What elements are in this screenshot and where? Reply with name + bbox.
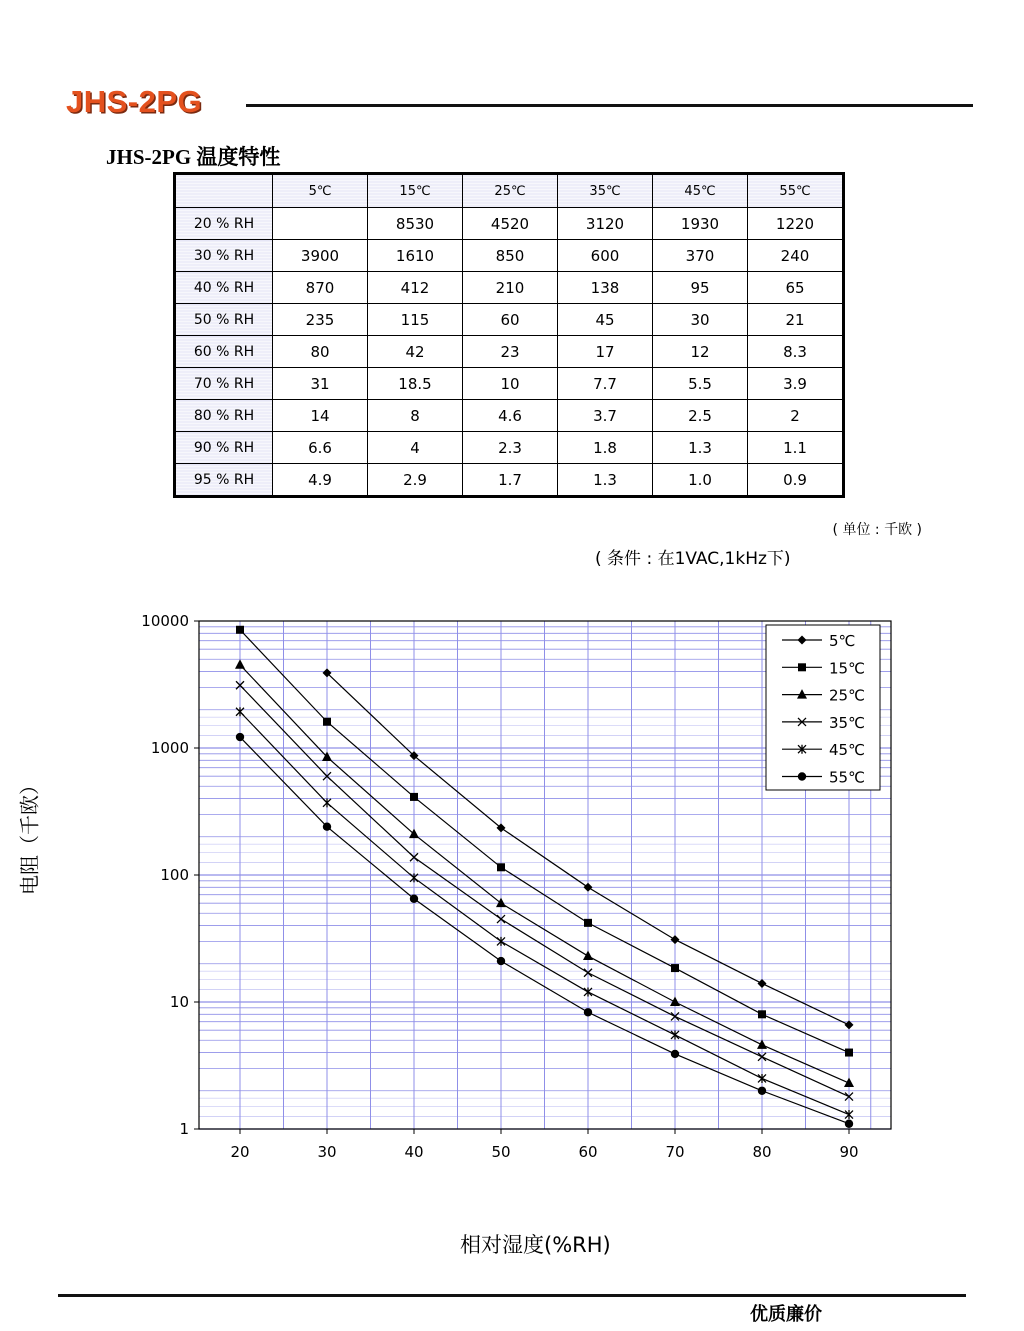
table-cell: 1.7: [463, 464, 558, 497]
table-cell: 45: [558, 304, 653, 336]
table-row: [175, 208, 844, 240]
x-tick-label: 80: [752, 1143, 772, 1161]
x-tick-label: 40: [404, 1143, 424, 1161]
data-point: [410, 895, 418, 903]
legend-label: 55℃: [829, 768, 865, 787]
table-cell: 30: [653, 304, 748, 336]
table-cell: 4520: [463, 208, 558, 240]
table-cell: 10: [463, 368, 558, 400]
data-point: [497, 863, 505, 871]
x-axis-label: 相对湿度(%RH): [460, 1233, 611, 1257]
column-header: 55℃: [748, 174, 844, 208]
y-axis-label-text: 电阻（千欧）: [17, 775, 42, 895]
table-cell: 235: [273, 304, 368, 336]
data-point: [323, 823, 331, 831]
data-point: [410, 793, 418, 801]
y-tick-label: 10000: [141, 612, 189, 630]
table-cell: 412: [368, 272, 463, 304]
table-cell: 4.6: [463, 400, 558, 432]
data-point: [671, 964, 679, 972]
column-header: 15℃: [368, 174, 463, 208]
table-cell: 31: [273, 368, 368, 400]
brand-logo: JHS-2PG: [66, 84, 203, 119]
table-row: [175, 336, 844, 368]
y-tick-label: 1000: [150, 739, 189, 757]
table-cell: 3.7: [558, 400, 653, 432]
table-cell: 2.3: [463, 432, 558, 464]
table-cell: 600: [558, 240, 653, 272]
condition-note: ( 条件 : 在1VAC,1kHz下): [595, 549, 791, 569]
column-header: 5℃: [273, 174, 368, 208]
unit-note: ( 单位 : 千欧 ): [832, 522, 922, 538]
table-cell: 12: [653, 336, 748, 368]
data-point: [845, 1049, 853, 1057]
y-tick-label: 10: [169, 993, 189, 1011]
resistance-table: [173, 172, 845, 498]
table-cell: 2.5: [653, 400, 748, 432]
table-cell: 1610: [368, 240, 463, 272]
table-cell: 0.9: [748, 464, 844, 497]
legend-marker: [798, 663, 806, 671]
table-header-row: [175, 174, 844, 208]
row-header: 80 % RH: [175, 400, 273, 432]
table-cell: 3.9: [748, 368, 844, 400]
table-cell: 8: [368, 400, 463, 432]
table-cell: 1930: [653, 208, 748, 240]
row-header: 60 % RH: [175, 336, 273, 368]
data-point: [236, 733, 244, 741]
legend-marker: [798, 772, 806, 780]
table-cell: 80: [273, 336, 368, 368]
table-cell: 2: [748, 400, 844, 432]
table-cell: 1.3: [558, 464, 653, 497]
data-point: [323, 718, 331, 726]
table-cell: 8530: [368, 208, 463, 240]
row-header: 50 % RH: [175, 304, 273, 336]
data-point: [758, 1087, 766, 1095]
header-rule: [246, 104, 973, 107]
data-point: [584, 1008, 592, 1016]
data-point: [671, 1050, 679, 1058]
table-cell: 1.8: [558, 432, 653, 464]
table-corner-cell: [175, 174, 273, 208]
column-header: 25℃: [463, 174, 558, 208]
legend-label: 25℃: [829, 686, 865, 705]
table-cell: 1.1: [748, 432, 844, 464]
table-row: [175, 272, 844, 304]
table-cell: 1.3: [653, 432, 748, 464]
table-row: [175, 304, 844, 336]
table-cell: 115: [368, 304, 463, 336]
table-cell: [273, 208, 368, 240]
row-header: 70 % RH: [175, 368, 273, 400]
table-cell: 23: [463, 336, 558, 368]
x-tick-label: 50: [491, 1143, 511, 1161]
y-tick-label: 100: [160, 866, 189, 884]
table-cell: 4.9: [273, 464, 368, 497]
table-cell: 240: [748, 240, 844, 272]
footer-rule: [58, 1294, 966, 1297]
data-point: [758, 1010, 766, 1018]
table-row: [175, 240, 844, 272]
row-header: 20 % RH: [175, 208, 273, 240]
table-cell: 21: [748, 304, 844, 336]
table-cell: 1220: [748, 208, 844, 240]
column-header: 35℃: [558, 174, 653, 208]
x-tick-label: 90: [839, 1143, 859, 1161]
table-cell: 4: [368, 432, 463, 464]
table-cell: 6.6: [273, 432, 368, 464]
table-cell: 60: [463, 304, 558, 336]
table-cell: 370: [653, 240, 748, 272]
table-row: [175, 464, 844, 497]
x-tick-label: 30: [317, 1143, 337, 1161]
x-tick-label: 20: [230, 1143, 250, 1161]
table-cell: 95: [653, 272, 748, 304]
table-cell: 65: [748, 272, 844, 304]
data-point: [584, 919, 592, 927]
table-cell: 17: [558, 336, 653, 368]
table-cell: 5.5: [653, 368, 748, 400]
data-point: [845, 1120, 853, 1128]
humidity-resistance-chart: [0, 600, 1024, 1200]
table-cell: 7.7: [558, 368, 653, 400]
table-row: [175, 368, 844, 400]
table-cell: 870: [273, 272, 368, 304]
section-title: JHS-2PG 温度特性: [106, 145, 281, 169]
table-row: [175, 432, 844, 464]
table-cell: 138: [558, 272, 653, 304]
row-header: 30 % RH: [175, 240, 273, 272]
legend-label: 5℃: [829, 632, 856, 650]
column-header: 45℃: [653, 174, 748, 208]
table-cell: 18.5: [368, 368, 463, 400]
data-point: [236, 626, 244, 634]
table-cell: 1.0: [653, 464, 748, 497]
legend-label: 15℃: [829, 659, 865, 678]
table-cell: 8.3: [748, 336, 844, 368]
row-header: 95 % RH: [175, 464, 273, 497]
y-tick-label: 1: [179, 1120, 189, 1138]
table-cell: 850: [463, 240, 558, 272]
table-cell: 14: [273, 400, 368, 432]
row-header: 40 % RH: [175, 272, 273, 304]
table-cell: 2.9: [368, 464, 463, 497]
table-cell: 3900: [273, 240, 368, 272]
legend-label: 45℃: [829, 741, 865, 760]
table-row: [175, 400, 844, 432]
legend-label: 35℃: [829, 713, 865, 732]
table-cell: 3120: [558, 208, 653, 240]
data-point: [497, 957, 505, 965]
table-cell: 210: [463, 272, 558, 304]
x-tick-label: 70: [665, 1143, 685, 1161]
legend-box: [766, 625, 880, 790]
x-tick-label: 60: [578, 1143, 598, 1161]
row-header: 90 % RH: [175, 432, 273, 464]
table-cell: 42: [368, 336, 463, 368]
footer-slogan: 优质廉价: [750, 1304, 822, 1325]
